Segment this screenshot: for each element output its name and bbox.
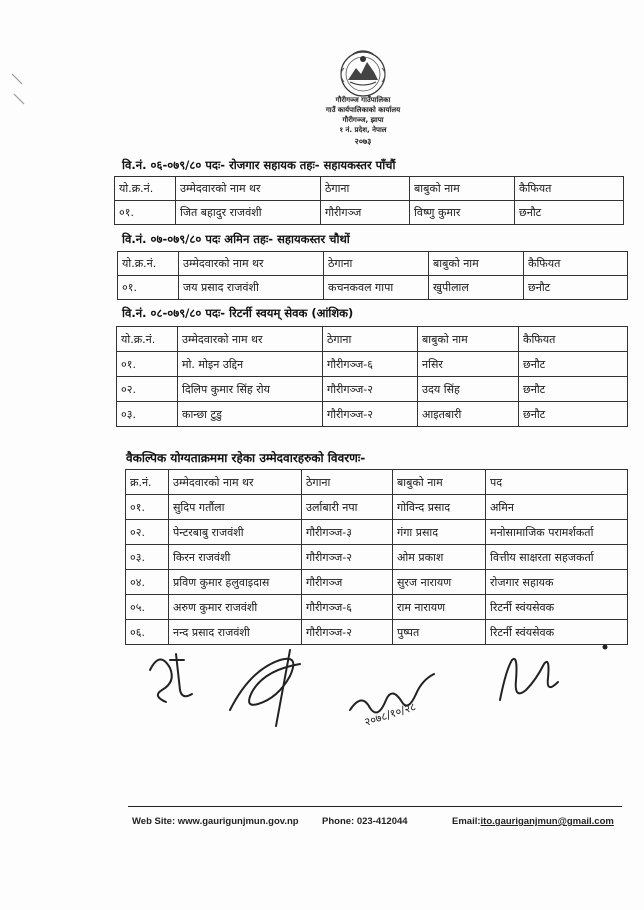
signature-date-note: २०७८/१०/२८	[362, 700, 418, 729]
header-cell: बाबुको नाम	[410, 177, 515, 201]
header-cell: क्र.नं.	[126, 470, 169, 495]
cell: अरुण कुमार राजवंशी	[169, 595, 302, 620]
cell: वित्तीय साक्षरता सहजकर्ता	[486, 545, 628, 570]
cell: विष्णु कुमार	[410, 201, 515, 225]
table-header-row	[115, 177, 624, 201]
section-3-heading: वि.नं. ०८-०७९/८० पदः- रिटर्नी स्वयम् सेवक (आंशिक)	[122, 306, 354, 320]
cell: ०२.	[126, 520, 169, 545]
header-cell: उम्मेदवारको नाम थर	[179, 252, 324, 276]
footer-website	[132, 816, 299, 827]
cell: ०३.	[126, 545, 169, 570]
cell: अमिन	[486, 495, 628, 520]
cell: सुदिप गर्तौला	[169, 495, 302, 520]
section-2-heading: वि.नं. ०७-०७९/८० पदः अमिन तहः- सहायकस्तर चौथों	[122, 232, 350, 246]
cell: कान्छा टुडु	[178, 402, 323, 427]
cell: पेन्टरबाबु राजवंशी	[169, 520, 302, 545]
cell: पुष्पत	[393, 620, 486, 645]
table-row	[126, 495, 628, 520]
header-cell: बाबुको नाम	[429, 252, 524, 276]
table-row	[126, 570, 628, 595]
header-cell: कैफियत	[519, 327, 628, 352]
cell: ०१.	[126, 495, 169, 520]
scan-dot-icon	[598, 640, 612, 654]
cell: गौरीगञ्ज-६	[302, 595, 393, 620]
header-cell: ठेगाना	[324, 252, 429, 276]
cell: जय प्रसाद राजवंशी	[179, 276, 324, 300]
header-cell: कैफियत	[524, 252, 628, 276]
seal-line-1: गौरीगञ्ज गाउँपालिका	[335, 96, 391, 104]
scan-mark-icon	[8, 70, 28, 110]
table-row	[115, 201, 624, 225]
cell: गौरीगञ्ज-२	[323, 402, 418, 427]
cell: गौरीगञ्ज-२	[323, 377, 418, 402]
cell: गौरीगञ्ज	[302, 570, 393, 595]
cell: खुपीलाल	[429, 276, 524, 300]
header-cell: ठेगाना	[321, 177, 410, 201]
table-row	[118, 276, 628, 300]
cell: नन्द प्रसाद राजवंशी	[169, 620, 302, 645]
municipality-seal	[318, 46, 408, 158]
cell: रिटर्नी स्वंयसेवक	[486, 620, 628, 645]
cell: सुरज नारायण	[393, 570, 486, 595]
signatures-area	[140, 630, 620, 740]
cell: गौरीगञ्ज-६	[323, 352, 418, 377]
cell: उदय सिंह	[418, 377, 519, 402]
footer-divider	[128, 806, 622, 807]
seal-line-5: २०७३	[354, 137, 372, 146]
cell: ०२.	[117, 377, 178, 402]
table-header-row	[126, 470, 628, 495]
cell: गोविन्द प्रसाद	[393, 495, 486, 520]
table-row	[126, 545, 628, 570]
footer-email	[452, 816, 614, 827]
cell: ओम प्रकाश	[393, 545, 486, 570]
cell: प्रविण कुमार हलुवाइदास	[169, 570, 302, 595]
cell: उर्लाबारी नपा	[302, 495, 393, 520]
signature-4	[500, 659, 558, 700]
table-row	[117, 352, 628, 377]
section-4-heading: वैकल्पिक योग्यताक्रममा रहेका उम्मेदवारहरुको विवरणः-	[126, 451, 366, 465]
table-row	[126, 595, 628, 620]
cell: ०१.	[115, 201, 176, 225]
header-cell: उम्मेदवारको नाम थर	[178, 327, 323, 352]
header-cell: बाबुको नाम	[418, 327, 519, 352]
cell: रोजगार सहायक	[486, 570, 628, 595]
signature-1	[150, 654, 192, 702]
header-cell: यो.क्र.नं.	[117, 327, 178, 352]
header-cell: उम्मेदवारको नाम थर	[169, 470, 302, 495]
cell: किरन राजवंशी	[169, 545, 302, 570]
phone-number: 023-412044	[356, 816, 408, 827]
section-1-table	[114, 176, 624, 225]
cell: गौरीगञ्ज-२	[302, 545, 393, 570]
cell: रिटर्नी स्वंयसेवक	[486, 595, 628, 620]
cell: कचनकवल गापा	[324, 276, 429, 300]
website-label: Web Site:	[132, 816, 178, 827]
cell: ०३.	[117, 402, 178, 427]
cell: ०४.	[126, 570, 169, 595]
header-cell: पद	[486, 470, 628, 495]
seal-line-2: गाउँ कार्यपालिकाको कार्यालय	[325, 106, 401, 114]
cell: छनौट	[515, 201, 624, 225]
table-row	[117, 377, 628, 402]
cell: राम नारायण	[393, 595, 486, 620]
table-row	[117, 402, 628, 427]
table-header-row	[117, 327, 628, 352]
header-cell: यो.क्र.नं.	[118, 252, 179, 276]
header-cell: ठेगाना	[302, 470, 393, 495]
header-cell: ठेगाना	[323, 327, 418, 352]
cell: ०६.	[126, 620, 169, 645]
email-label: Email:	[452, 816, 481, 827]
cell: गौरीगञ्ज-३	[302, 520, 393, 545]
cell: छनौट	[524, 276, 628, 300]
cell: ०१.	[117, 352, 178, 377]
cell: छनौट	[519, 352, 628, 377]
header-cell: कैफियत	[515, 177, 624, 201]
cell: छनौट	[519, 402, 628, 427]
cell: गौरीगञ्ज	[321, 201, 410, 225]
section-3-table	[116, 326, 628, 427]
table-row	[126, 520, 628, 545]
cell: मो. मोइन उद्दिन	[178, 352, 323, 377]
website-link[interactable]: www.gaurigunjmun.gov.np	[177, 816, 299, 827]
cell: छनौट	[519, 377, 628, 402]
cell: ०५.	[126, 595, 169, 620]
header-cell: बाबुको नाम	[393, 470, 486, 495]
table-header-row	[118, 252, 628, 276]
cell: मनोसामाजिक परामर्शकर्ता	[486, 520, 628, 545]
phone-label: Phone:	[322, 816, 357, 827]
section-2-table	[117, 251, 628, 300]
cell: ०१.	[118, 276, 179, 300]
signature-2	[230, 650, 300, 726]
header-cell: यो.क्र.नं.	[115, 177, 176, 201]
cell: गंगा प्रसाद	[393, 520, 486, 545]
footer-phone	[322, 816, 408, 827]
section-4-table	[125, 469, 628, 645]
cell: नसिर	[418, 352, 519, 377]
cell: गौरीगञ्ज-२	[302, 620, 393, 645]
cell: आइतबारी	[418, 402, 519, 427]
seal-line-4: १ नं. प्रदेश, नेपाल	[339, 126, 387, 134]
header-cell: उम्मेदवारको नाम थर	[176, 177, 321, 201]
section-1-heading: वि.नं. ०६-०७९/८० पदः- रोजगार सहायक तहः- सहायकस्तर पाँचौं	[122, 158, 396, 172]
cell: दिलिप कुमार सिंह रोय	[178, 377, 323, 402]
cell: जित बहादुर राजवंशी	[176, 201, 321, 225]
seal-line-3: गौरीगञ्ज, झापा	[342, 116, 384, 124]
email-link[interactable]: ito.gauriganjmun@gmail.com	[480, 816, 614, 827]
